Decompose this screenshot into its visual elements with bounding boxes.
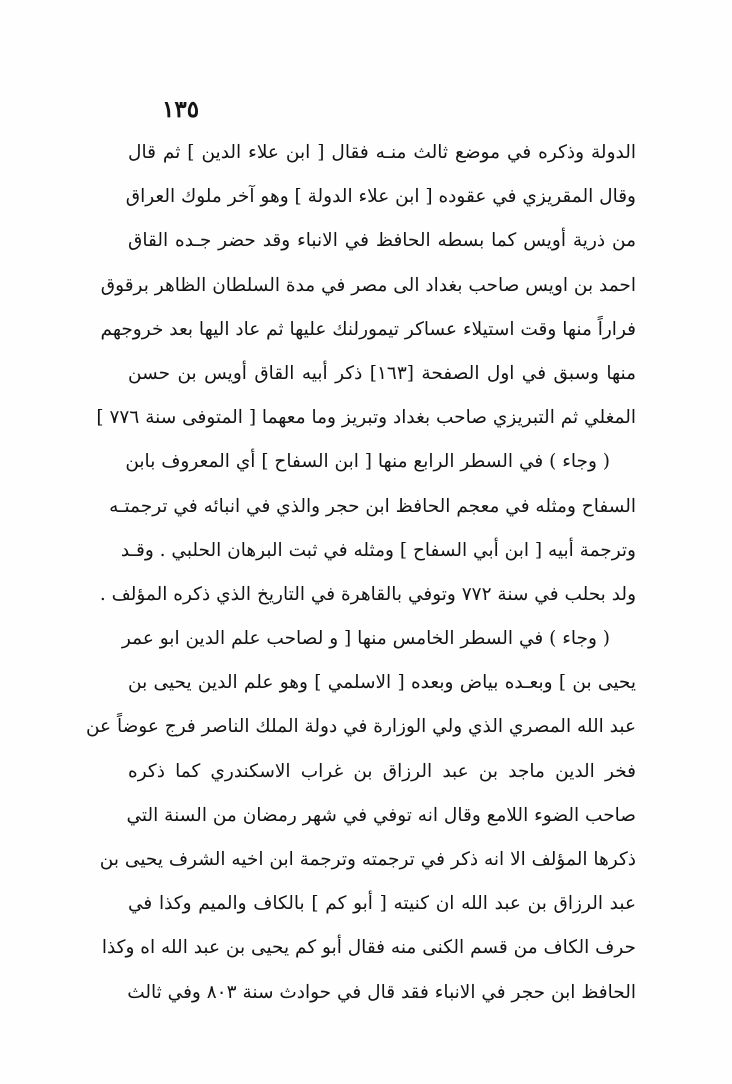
text-line-6: منها وسبق في اول الصفحة [١٦٣] ذكر أبيه القاق أويس بن حسن <box>128 362 637 384</box>
text-line-10: وترجمة أبيه [ ابن أبي السفاح ] ومثله في ثبت البرهان الحلبي . وقـد <box>120 539 636 561</box>
text-line-1: الدولة وذكره في موضع ثالث منـه فقال [ ابن علاء الدين ] ثم قال <box>128 142 636 163</box>
text-line-17: ذكرها المؤلف الا انه ذكر في ترجمته وترجمة ابن اخيه الشرف يحيى بن <box>99 849 636 870</box>
text-line-8: ( وجاء ) في السطر الرابع منها [ ابن السفاح ] أي المعروف بابن <box>125 451 610 473</box>
text-line-12: ( وجاء ) في السطر الخامس منها [ و لصاحب علم الدين ابو عمر <box>121 628 610 650</box>
body-text <box>85 131 637 1015</box>
text-line-3: من ذرية أويس كما بسطه الحافظ في الانباء وقد حضر جـده القاق <box>128 230 636 252</box>
text-line-19: حرف الكاف من قسم الكنى منه فقال أبو كم يحيى بن عبد الله اه وكذا <box>101 937 636 959</box>
page-number: ١٣٥ <box>162 96 200 123</box>
text-line-15: فخر الدين ماجد بن عبد الرزاق بن غراب الاسكندري كما ذكره <box>128 760 636 782</box>
text-line-13: يحيى بن ] وبعـده بياض وبعده [ الاسلمي ] وهو علم الدين يحيى بن <box>128 672 636 694</box>
text-line-5: فراراً منها وقت استيلاء عساكر تيمورلنك عليها ثم عاد اليها بعد خروجهم <box>100 318 636 340</box>
text-line-2: وقال المقريزي في عقوده [ ابن علاء الدولة ] وهو آخر ملوك العراق <box>125 186 636 208</box>
text-line-16: صاحب الضوء اللامع وقال انه توفي في شهر رمضان من السنة التي <box>126 804 636 826</box>
text-line-7: المغلي ثم التبريزي صاحب بغداد وتبريز وما معهما [ المتوفى سنة ٧٧٦ ] <box>96 407 636 429</box>
text-line-14: عبد الله المصري الذي ولي الوزارة في دولة الملك الناصر فرج عوضاً عن <box>85 716 636 738</box>
text-line-9: السفاح ومثله في معجم الحافظ ابن حجر والذي في انبائه في ترجمتـه <box>109 495 636 517</box>
text-line-11: ولد بحلب في سنة ٧٧٢ وتوفي بالقاهرة في التاريخ الذي ذكره المؤلف . <box>99 583 636 605</box>
text-line-4: احمد بن اويس صاحب بغداد الى مصر في مدة السلطان الظاهر برقوق <box>100 274 636 296</box>
text-line-20: الحافظ ابن حجر في الانباء فقد قال في حوادث سنة ٨٠٣ وفي ثالث <box>127 981 636 1003</box>
text-line-18: عبد الرزاق بن عبد الله ان كنيته [ أبو كم ] بالكاف والميم وكذا في <box>128 893 636 915</box>
